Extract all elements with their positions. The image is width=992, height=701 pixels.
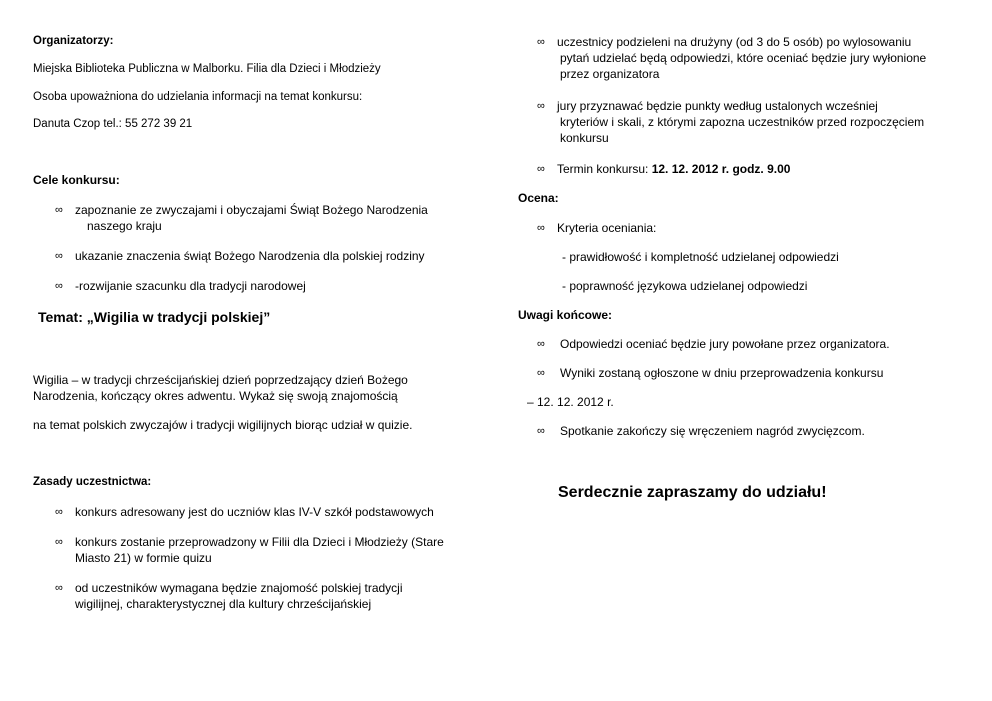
- remark-1: Odpowiedzi oceniać będzie jury powołane przez organizatora.: [560, 337, 890, 351]
- bullet-icon: ∞: [537, 36, 545, 48]
- remark-3: Spotkanie zakończy się wręczeniem nagród zwycięzcom.: [560, 424, 865, 438]
- remark-2: Wyniki zostaną ogłoszone w dniu przeprowadzenia konkursu: [560, 366, 884, 380]
- term-value: 12. 12. 2012 r. godz. 9.00: [651, 162, 791, 176]
- term-line: [557, 162, 790, 177]
- contact-person: Danuta Czop tel.: 55 272 39 21: [33, 118, 193, 130]
- intro-line-2: Narodzenia, kończący okres adwentu. Wykaż się swoją znajomością: [33, 389, 398, 403]
- rule-item-3-line-2: wigilijnej, charakterystycznej dla kultury chrześcijańskiej: [75, 597, 372, 611]
- team-item-line-1: uczestnicy podzieleni na drużyny (od 3 do 5 osób) po wylosowaniu: [557, 35, 912, 49]
- bullet-icon: ∞: [55, 536, 63, 548]
- bullet-icon: ∞: [537, 163, 545, 175]
- bullet-icon: ∞: [537, 425, 545, 437]
- bullet-icon: ∞: [55, 280, 63, 292]
- team-item-line-3: przez organizatora: [560, 67, 660, 81]
- criteria-label: Kryteria oceniania:: [557, 221, 657, 235]
- organizer-name: Miejska Biblioteka Publiczna w Malborku. Filia dla Dzieci i Młodzieży: [33, 63, 381, 75]
- contact-intro: Osoba upoważniona do udzielania informacji na temat konkursu:: [33, 91, 363, 103]
- rules-heading: Zasady uczestnictwa:: [33, 476, 152, 488]
- bullet-icon: ∞: [537, 222, 545, 234]
- rule-item-3-line-1: od uczestników wymagana będzie znajomość polskiej tradycji: [75, 581, 403, 595]
- jury-item-line-3: konkursu: [560, 131, 609, 145]
- goal-item-3: -rozwijanie szacunku dla tradycji narodowej: [75, 279, 306, 293]
- bullet-icon: ∞: [55, 506, 63, 518]
- goal-item-2: ukazanie znaczenia świąt Bożego Narodzenia dla polskiej rodziny: [75, 249, 425, 263]
- bullet-icon: ∞: [55, 250, 63, 262]
- bullet-icon: ∞: [55, 204, 63, 216]
- rule-item-2-line-2: Miasto 21) w formie quizu: [75, 551, 212, 565]
- rule-item-2-line-1: konkurs zostanie przeprowadzony w Filii dla Dzieci i Młodzieży (Stare: [75, 535, 444, 549]
- bullet-icon: ∞: [55, 582, 63, 594]
- organizers-heading: Organizatorzy:: [33, 35, 114, 47]
- term-label: Termin konkursu:: [557, 162, 652, 176]
- goal-item-1-line-1: zapoznanie ze zwyczajami i obyczajami Świąt Bożego Narodzenia: [75, 203, 428, 217]
- goals-heading: Cele konkursu:: [33, 173, 120, 187]
- remarks-heading: Uwagi końcowe:: [518, 308, 613, 322]
- criteria-item-2: - poprawność językowa udzielanej odpowiedzi: [562, 279, 808, 293]
- team-item-line-2: pytań udzielać będą odpowiedzi, które oceniać będzie jury wyłonione: [560, 51, 927, 65]
- theme-title: Temat: „Wigilia w tradycji polskiej”: [38, 309, 271, 325]
- criteria-item-1: - prawidłowość i kompletność udzielanej odpowiedzi: [562, 250, 839, 264]
- intro-line-1: Wigilia – w tradycji chrześcijańskiej dzień poprzedzający dzień Bożego: [33, 373, 408, 387]
- rating-heading: Ocena:: [518, 191, 559, 205]
- intro-line-3: na temat polskich zwyczajów i tradycji wigilijnych biorąc udział w quizie.: [33, 418, 413, 432]
- goal-item-1-line-2: naszego kraju: [87, 219, 162, 233]
- bullet-icon: ∞: [537, 367, 545, 379]
- invitation-text: Serdecznie zapraszamy do udziału!: [558, 484, 827, 501]
- bullet-icon: ∞: [537, 100, 545, 112]
- jury-item-line-1: jury przyznawać będzie punkty według ustalonych wcześniej: [557, 99, 878, 113]
- jury-item-line-2: kryteriów i skali, z którymi zapozna uczestników przed rozpoczęciem: [560, 115, 925, 129]
- bullet-icon: ∞: [537, 338, 545, 350]
- remark-2-continuation: – 12. 12. 2012 r.: [527, 395, 614, 409]
- rule-item-1: konkurs adresowany jest do uczniów klas IV-V szkół podstawowych: [75, 505, 434, 519]
